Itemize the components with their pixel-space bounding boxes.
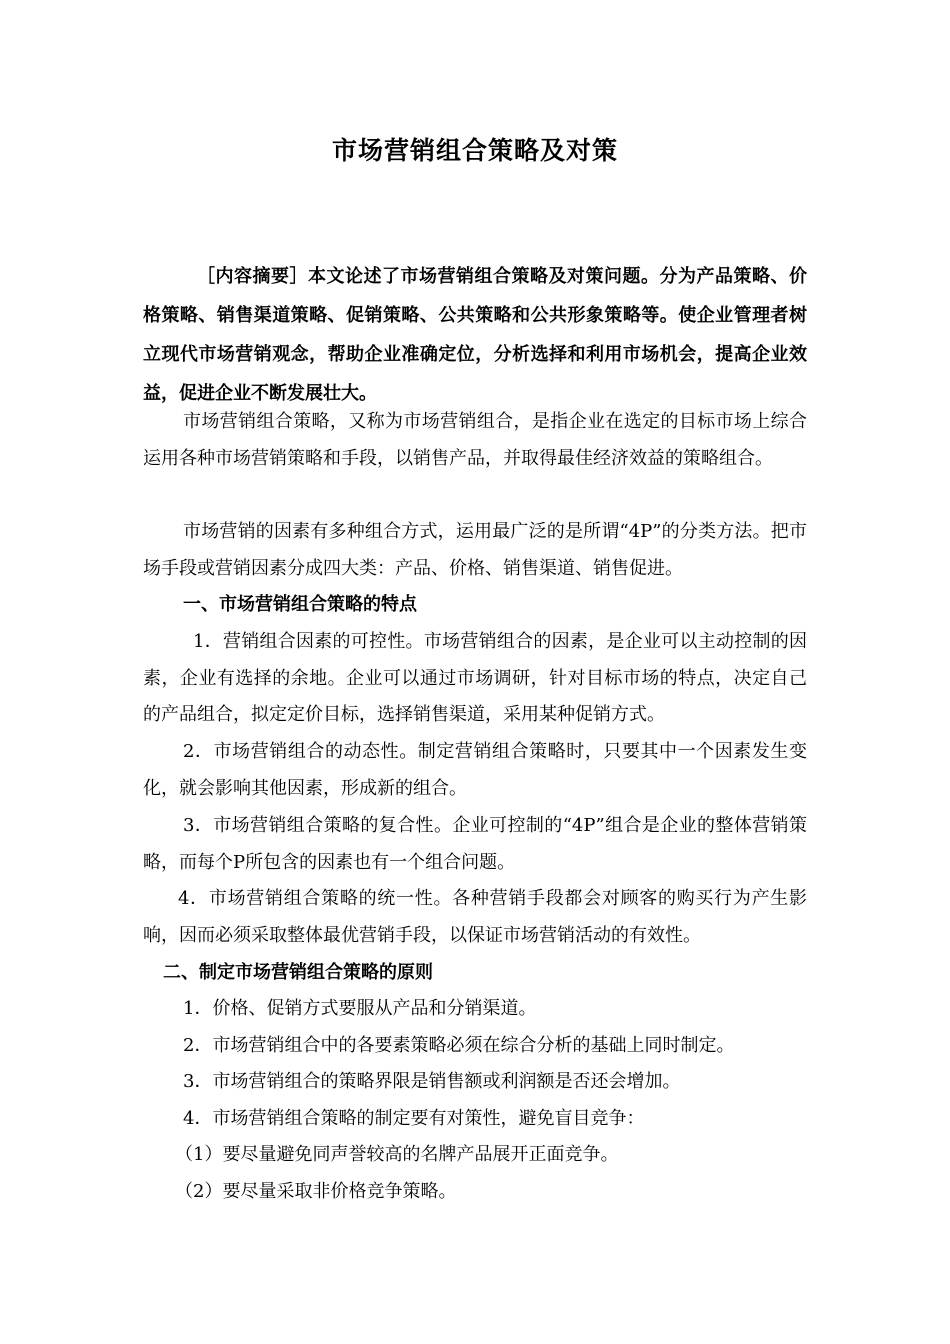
intro-paragraph-1: 市场营销组合策略，又称为市场营销组合，是指企业在选定的目标市场上综合运用各种市场营销策略和手段，以销售产品，并取得最佳经济效益的策略组合。 bbox=[143, 411, 807, 469]
section-1-item-2: 2．市场营销组合的动态性。制定营销组合策略时，只要其中一个因素发生变化，就会影响其他因素，形成新的组合。 bbox=[143, 741, 807, 799]
section-2-item-3: 3．市场营销组合的策略界限是销售额或利润额是否还会增加。 bbox=[183, 1071, 681, 1092]
section-2-subitem-1: （1）要尽量避免同声誉较高的名牌产品展开正面竞争。 bbox=[175, 1144, 619, 1165]
section-1-heading: 一、市场营销组合策略的特点 bbox=[183, 594, 417, 615]
section-2-item-4: 4．市场营销组合策略的制定要有对策性，避免盲目竞争： bbox=[183, 1108, 645, 1129]
document-title: 市场营销组合策略及对策 bbox=[331, 136, 618, 165]
intro-paragraph-2: 市场营销的因素有多种组合方式，运用最广泛的是所谓“4P”的分类方法。把市场手段或营销因素分成四大类：产品、价格、销售渠道、销售促进。 bbox=[143, 521, 807, 579]
section-2-item-1: 1．价格、促销方式要服从产品和分销渠道。 bbox=[183, 998, 537, 1019]
abstract-paragraph: ［内容摘要］本文论述了市场营销组合策略及对策问题。分为产品策略、价格策略、销售渠道策略、促销策略、公共策略和公共形象策略等。使企业管理者树立现代市场营销观念，帮助企业准确定位，分析选择和利用市场机会，提高企业效益，促进企业不断发展壮大。 bbox=[143, 266, 807, 404]
section-1-item-1: 1．营销组合因素的可控性。市场营销组合的因素，是企业可以主动控制的因素，企业有选择的余地。企业可以通过市场调研，针对目标市场的特点，决定自己的产品组合，拟定定价目标，选择销售渠道，采用某种促销方式。 bbox=[143, 631, 807, 725]
section-2-heading: 二、制定市场营销组合策略的原则 bbox=[163, 962, 433, 983]
section-2-subitem-2: （2）要尽量采取非价格竞争策略。 bbox=[175, 1181, 457, 1202]
section-2-item-2: 2．市场营销组合中的各要素策略必须在综合分析的基础上同时制定。 bbox=[183, 1035, 735, 1056]
section-1-item-3: 3．市场营销组合策略的复合性。企业可控制的“4P”组合是企业的整体营销策略，而每个P所包含的因素也有一个组合问题。 bbox=[143, 815, 807, 873]
section-1-item-4: 4．市场营销组合策略的统一性。各种营销手段都会对顾客的购买行为产生影响，因而必须采取整体最优营销手段，以保证市场营销活动的有效性。 bbox=[143, 888, 807, 946]
